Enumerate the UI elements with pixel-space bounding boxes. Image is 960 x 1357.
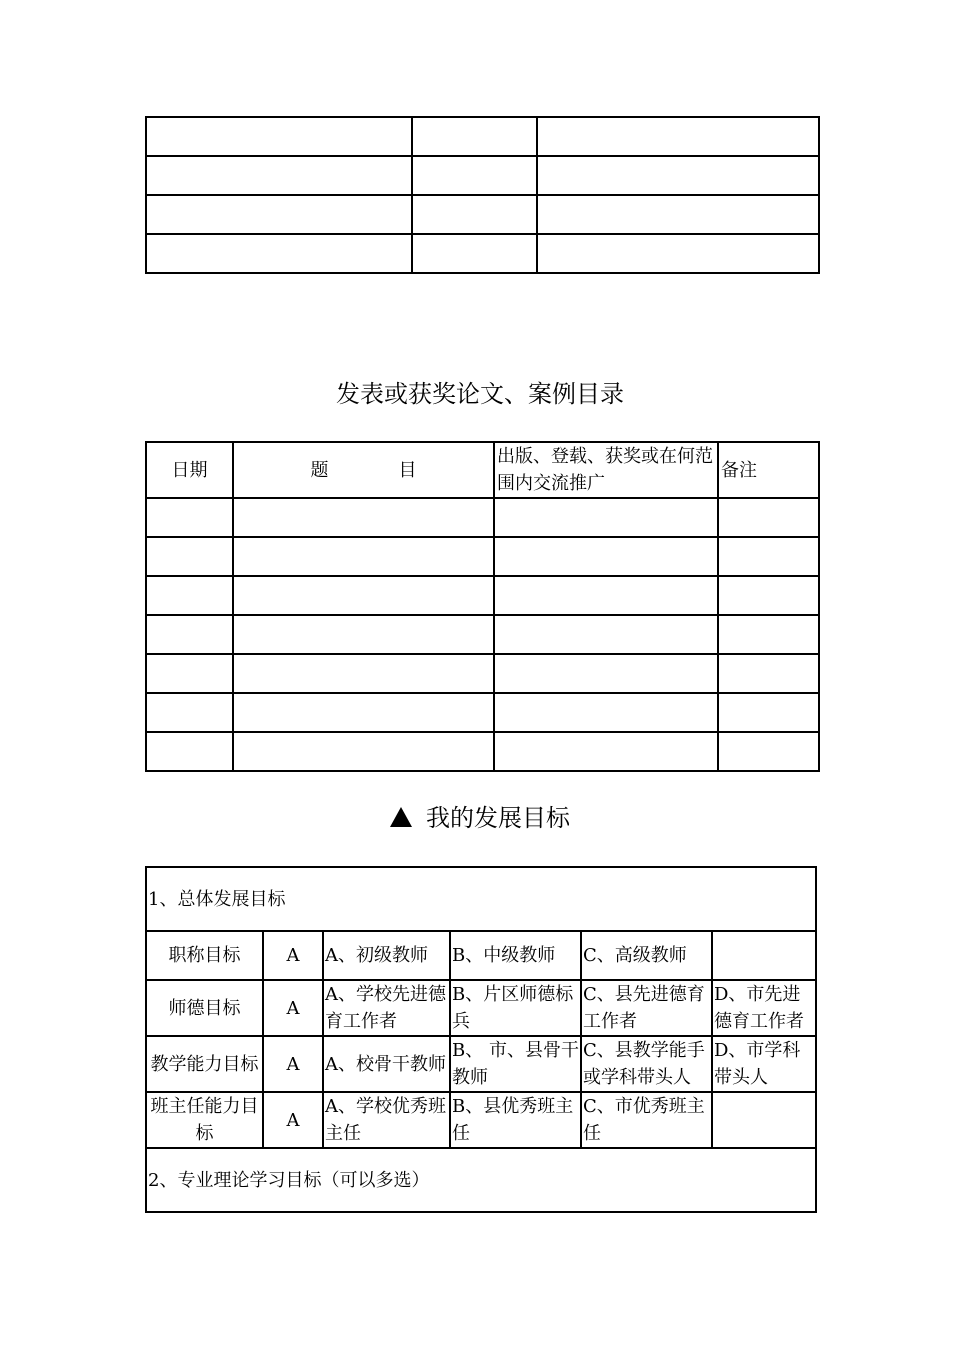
- table-cell[interactable]: [412, 234, 537, 273]
- table-row: [146, 654, 819, 693]
- table-cell[interactable]: [494, 537, 718, 576]
- goal-option-a: A、初级教师: [323, 931, 450, 980]
- table-cell[interactable]: [718, 654, 819, 693]
- table-row: [146, 576, 819, 615]
- goal-option-b: B、县优秀班主任: [450, 1092, 581, 1148]
- goal-option-a: A、校骨干教师: [323, 1036, 450, 1092]
- table-cell[interactable]: [146, 576, 233, 615]
- table-cell[interactable]: [146, 156, 412, 195]
- goal-label: 师德目标: [146, 980, 263, 1036]
- header-title-part2: 目: [398, 459, 417, 481]
- goal-option-d: [712, 931, 816, 980]
- goal-level[interactable]: A: [263, 980, 323, 1036]
- table-cell[interactable]: [146, 195, 412, 234]
- table-cell[interactable]: [146, 732, 233, 771]
- goal-label: 职称目标: [146, 931, 263, 980]
- goal-level[interactable]: A: [263, 1036, 323, 1092]
- papers-table-body: [146, 498, 819, 771]
- top-partial-table: [145, 116, 820, 274]
- table-cell[interactable]: [233, 615, 494, 654]
- goal-row: [146, 1092, 816, 1148]
- table-cell[interactable]: [233, 537, 494, 576]
- goal-option-b: B、片区师德标兵: [450, 980, 581, 1036]
- section-overall-goals: 1、总体发展目标: [146, 867, 816, 931]
- table-cell[interactable]: [494, 498, 718, 537]
- goal-option-c: C、市优秀班主任: [581, 1092, 712, 1148]
- goal-option-c: C、县教学能手或学科带头人: [581, 1036, 712, 1092]
- goals-table: [145, 866, 817, 1213]
- table-cell[interactable]: [537, 117, 819, 156]
- goal-option-a: A、学校优秀班主任: [323, 1092, 450, 1148]
- table-row: [146, 615, 819, 654]
- goal-label: 教学能力目标: [146, 1036, 263, 1092]
- table-cell[interactable]: [146, 537, 233, 576]
- table-cell[interactable]: [494, 654, 718, 693]
- papers-section-title: 发表或获奖论文、案例目录: [336, 380, 624, 408]
- table-cell[interactable]: [146, 654, 233, 693]
- goal-option-a: A、学校先进德育工作者: [323, 980, 450, 1036]
- table-row: [146, 732, 819, 771]
- goal-option-c: C、县先进德育工作者: [581, 980, 712, 1036]
- goals-title-text: 我的发展目标: [426, 804, 570, 832]
- papers-table: [145, 441, 820, 772]
- table-cell[interactable]: [233, 654, 494, 693]
- goal-option-d: D、市学科带头人: [712, 1036, 816, 1092]
- table-cell[interactable]: [718, 693, 819, 732]
- table-header-row: [146, 442, 819, 498]
- table-cell[interactable]: [537, 195, 819, 234]
- table-cell[interactable]: [146, 117, 412, 156]
- table-cell[interactable]: [494, 732, 718, 771]
- table-cell[interactable]: [146, 234, 412, 273]
- table-cell[interactable]: [494, 615, 718, 654]
- table-cell[interactable]: [718, 732, 819, 771]
- table-cell[interactable]: [718, 576, 819, 615]
- table-cell[interactable]: [233, 693, 494, 732]
- table-cell[interactable]: [412, 117, 537, 156]
- table-cell[interactable]: [718, 498, 819, 537]
- table-cell[interactable]: [494, 693, 718, 732]
- goal-row: [146, 980, 816, 1036]
- table-row: [146, 117, 819, 156]
- header-notes: 备注: [718, 442, 819, 498]
- table-cell[interactable]: [537, 234, 819, 273]
- table-cell[interactable]: [412, 195, 537, 234]
- section-row: [146, 1148, 816, 1212]
- table-row: [146, 156, 819, 195]
- table-row: [146, 537, 819, 576]
- goal-label: 班主任能力目标: [146, 1092, 263, 1148]
- table-cell[interactable]: [412, 156, 537, 195]
- table-cell[interactable]: [146, 693, 233, 732]
- goal-option-b: B、中级教师: [450, 931, 581, 980]
- table-row: [146, 195, 819, 234]
- section-row: [146, 867, 816, 931]
- goal-option-b: B、 市、县骨干教师: [450, 1036, 581, 1092]
- table-cell[interactable]: [718, 615, 819, 654]
- goal-row: [146, 1036, 816, 1092]
- header-title-part1: 题: [310, 459, 329, 481]
- table-row: [146, 234, 819, 273]
- header-title: [233, 442, 494, 498]
- table-cell[interactable]: [146, 498, 233, 537]
- table-cell[interactable]: [146, 615, 233, 654]
- goal-option-d: [712, 1092, 816, 1148]
- goal-level[interactable]: A: [263, 1092, 323, 1148]
- table-cell[interactable]: [233, 498, 494, 537]
- header-publication: 出版、登载、获奖或在何范围内交流推广: [494, 442, 718, 498]
- table-row: [146, 498, 819, 537]
- table-cell[interactable]: [537, 156, 819, 195]
- goal-option-d: D、市先进德育工作者: [712, 980, 816, 1036]
- goals-section-title: [0, 801, 960, 835]
- table-cell[interactable]: [233, 732, 494, 771]
- table-cell[interactable]: [494, 576, 718, 615]
- section-theory-study-goals: 2、专业理论学习目标（可以多选）: [146, 1148, 816, 1212]
- table-row: [146, 693, 819, 732]
- table-cell[interactable]: [718, 537, 819, 576]
- table-cell[interactable]: [233, 576, 494, 615]
- triangle-icon: [390, 807, 412, 827]
- goal-level[interactable]: A: [263, 931, 323, 980]
- header-date: 日期: [146, 442, 233, 498]
- goal-option-c: C、高级教师: [581, 931, 712, 980]
- goal-row: [146, 931, 816, 980]
